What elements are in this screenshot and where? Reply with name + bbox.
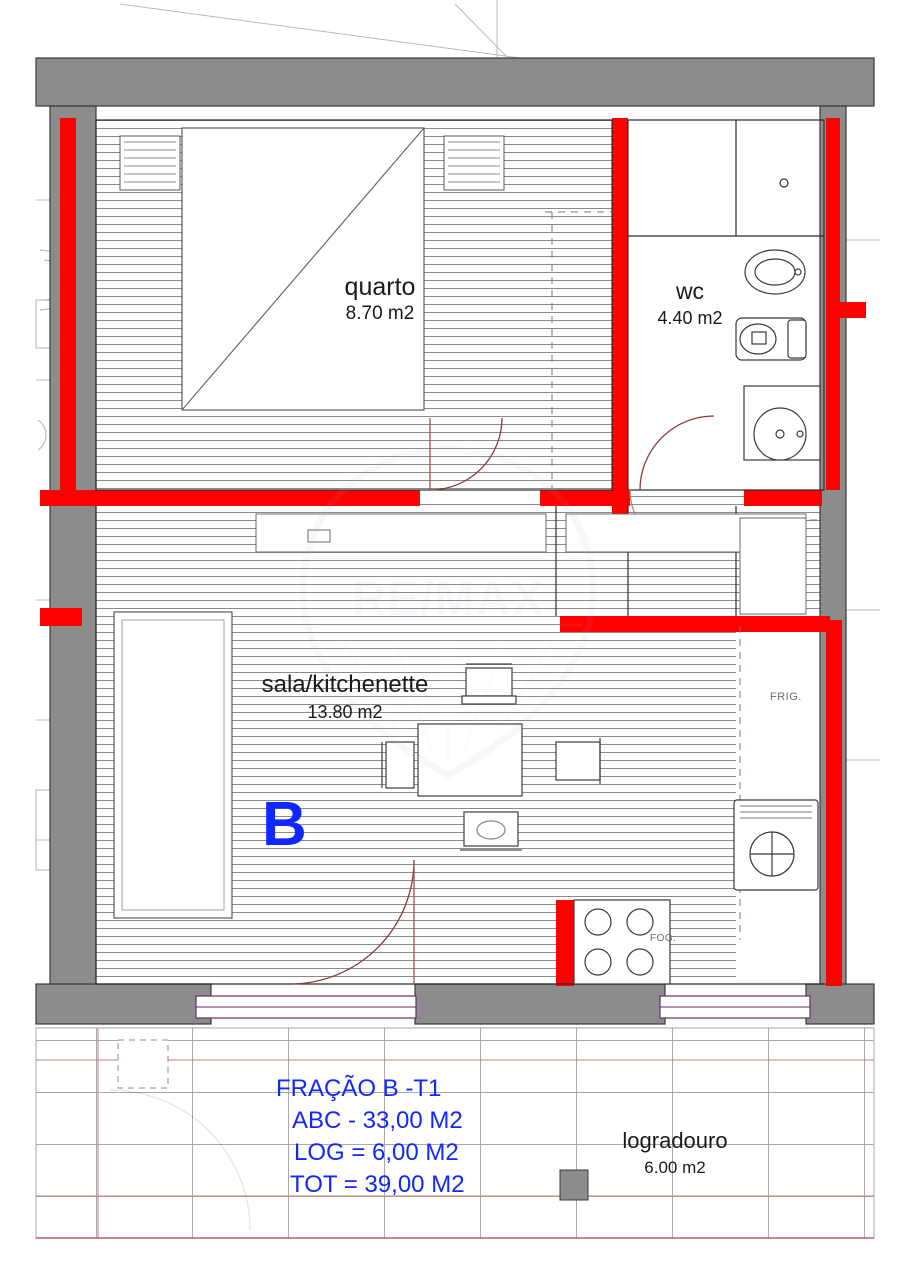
wc-fixtures <box>736 179 820 460</box>
room-area: 6.00 m2 <box>644 1158 706 1177</box>
stove-annotation: FOG. <box>650 933 677 944</box>
room-name: sala/kitchenette <box>261 671 429 698</box>
fraction-abc-area: ABC - 33,00 M2 <box>292 1107 463 1134</box>
room-name: logradouro <box>622 1128 728 1153</box>
room-area: 13.80 m2 <box>307 702 383 722</box>
fraction-total-area: TOT = 39,00 M2 <box>290 1171 465 1198</box>
sala-furniture <box>114 612 232 918</box>
kitchen-sink <box>734 800 818 890</box>
room-name: quarto <box>344 273 416 301</box>
fraction-summary-block <box>276 1073 465 1201</box>
unit-letter-b: B <box>262 790 307 859</box>
fraction-log-area: LOG = 6,00 M2 <box>294 1139 459 1166</box>
fridge-annotation: FRIG. <box>770 691 802 703</box>
room-area: 4.40 m2 <box>657 308 723 328</box>
room-area: 8.70 m2 <box>345 303 415 324</box>
room-name: wc <box>675 278 705 304</box>
fraction-title: FRAÇÃO B -T1 <box>276 1075 442 1102</box>
